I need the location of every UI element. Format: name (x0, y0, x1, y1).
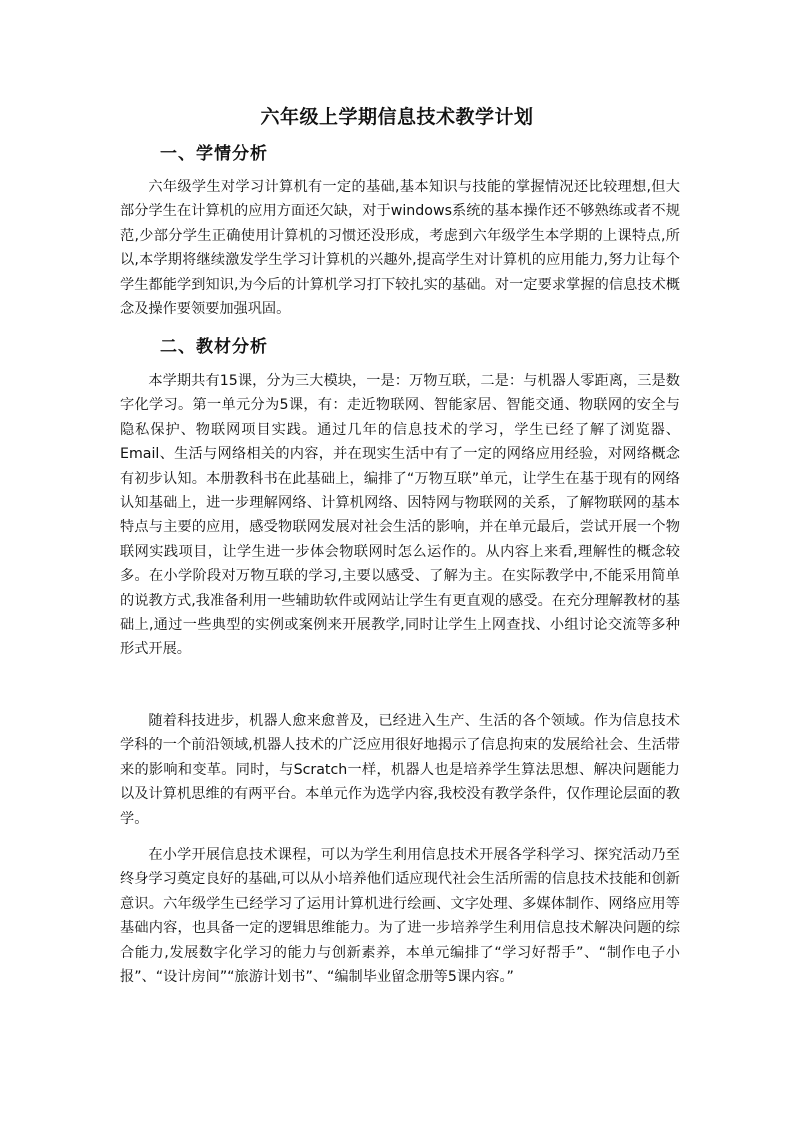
section-heading-learner-analysis: 一、学情分析 (160, 144, 268, 164)
paragraph-textbook-modules: 本学期共有15课，分为三大模块，一是：万物互联，二是：与机器人零距离，三是数字化学习。第一单元分为5课，有：走近物联网、智能家居、智能交通、物联网的安全与隐私保护、物联网项目实践。通过几年的信息技术的学习，学生已经了解了浏览器、Email、生活与网络相关的内容，并在现实生活中有了一定的网络应用经验，对网络概念有初步认知。本册教科书在此基础上，编排了“万物互联”单元，让学生在基于现有的网络认知基础上，进一步理解网络、计算机网络、因特网与物联网的关系，了解物联网的基本特点与主要的应用，感受物联网发展对社会生活的影响，并在单元最后，尝试开展一个物联网实践项目，让学生进一步体会物联网时怎么运作的。从内容上来看,理解性的概念较多。在小学阶段对万物互联的学习,主要以感受、了解为主。在实际教学中,不能采用简单的说教方式,我准备利用一些辅助软件或网站让学生有更直观的感受。在充分理解教材的基础上,通过一些典型的实例或案例来开展教学,同时让学生上网查找、小组讨论交流等多种形式开展。 (120, 373, 680, 658)
paragraph-learner-analysis: 六年级学生对学习计算机有一定的基础,基本知识与技能的掌握情况还比较理想,但大部分学生在计算机的应用方面还欠缺，对于windows系统的基本操作还不够熟练或者不规范,少部分学生正确使用计算机的习惯还没形成，考虑到六年级学生本学期的上课特点,所以,本学期将继续激发学生学习计算机的兴趣外,提高学生对计算机的应用能力,努力让每个学生都能学到知识,为今后的计算机学习打下较扎实的基础。对一定要求掌握的信息技术概念及操作要领要加强巩固。 (120, 179, 680, 318)
paragraph-robotics: 随着科技进步，机器人愈来愈普及，已经进入生产、生活的各个领域。作为信息技术学科的一个前沿领域,机器人技术的广泛应用很好地揭示了信息拘束的发展给社会、生活带来的影响和变革。同时，与Scratch一样，机器人也是培养学生算法思想、解决问题能力以及计算机思维的有两平台。本单元作为选学内容,我校没有教学条件，仅作理论层面的教学。 (120, 713, 680, 827)
document-title: 六年级上学期信息技术教学计划 (260, 106, 534, 128)
section-heading-textbook-analysis: 二、教材分析 (160, 337, 268, 357)
paragraph-digital-learning: 在小学开展信息技术课程，可以为学生利用信息技术开展各学科学习、探究活动乃至终身学习奠定良好的基础,可以从小培养他们适应现代社会生活所需的信息技术技能和创新意识。六年级学生已经学习了运用计算机进行绘画、文字处理、多媒体制作、网络应用等基础内容，也具备一定的逻辑思维能力。为了进一步培养学生利用信息技术解决问题的综合能力,发展数字化学习的能力与创新素养，本单元编排了“学习好帮手”、“制作电子小报”、“设计房间”“旅游计划书”、“编制毕业留念册等5课内容。” (120, 847, 680, 986)
